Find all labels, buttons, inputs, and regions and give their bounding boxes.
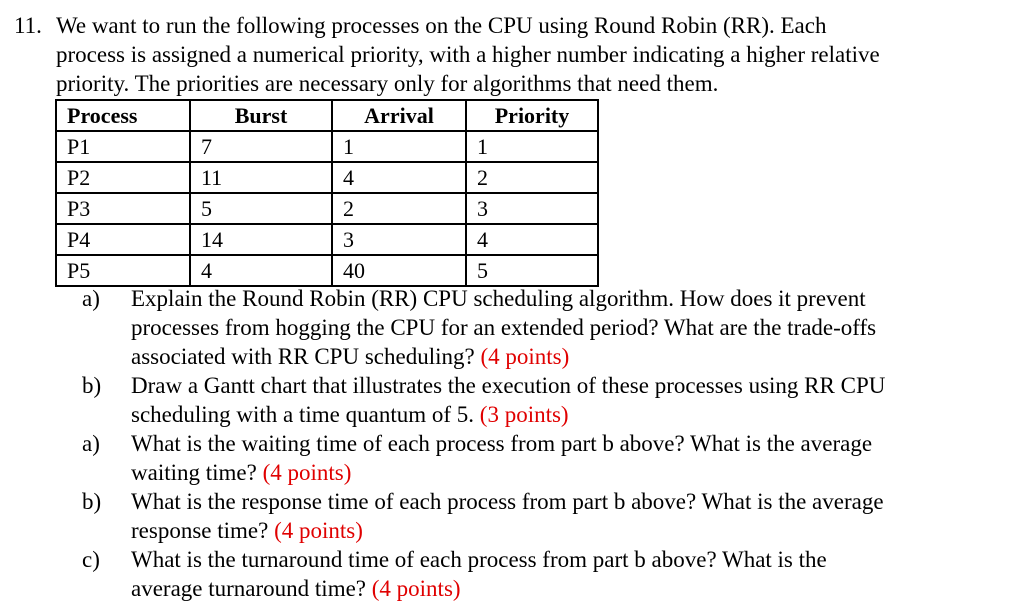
cell-priority: 4 (466, 224, 598, 255)
cell-arrival: 40 (332, 255, 466, 286)
part-item (82, 487, 982, 545)
table-row (56, 224, 598, 255)
part-item (82, 284, 982, 371)
part-line-text: associated with RR CPU scheduling? (131, 344, 475, 369)
column-header-burst: Burst (190, 100, 332, 131)
cell-process: P4 (56, 224, 190, 255)
table-row (56, 131, 598, 162)
part-item (82, 371, 982, 429)
part-line (131, 458, 872, 487)
part-line: What is the response time of each process from part b above? What is the average (131, 489, 884, 514)
column-header-arrival: Arrival (332, 100, 466, 131)
question-header (14, 11, 1004, 98)
part-label: c) (82, 547, 100, 572)
cell-process: P2 (56, 162, 190, 193)
part-label: a) (82, 431, 100, 456)
table-header-row (56, 100, 598, 131)
cell-burst: 14 (190, 224, 332, 255)
part-line (131, 574, 827, 603)
cell-process: P1 (56, 131, 190, 162)
part-text (131, 487, 884, 545)
part-label: b) (82, 373, 102, 398)
question-line: priority. The priorities are necessary only for algorithms that need them. (56, 71, 719, 96)
part-item (82, 429, 982, 487)
cell-arrival: 1 (332, 131, 466, 162)
cell-priority: 2 (466, 162, 598, 193)
part-line: Draw a Gantt chart that illustrates the execution of these processes using RR CPU (131, 373, 886, 398)
cell-priority: 5 (466, 255, 598, 286)
question-text (56, 11, 1004, 98)
cell-burst: 7 (190, 131, 332, 162)
part-text (131, 429, 872, 487)
cell-burst: 11 (190, 162, 332, 193)
part-item (82, 545, 982, 603)
part-text (131, 371, 885, 429)
part-line: Explain the Round Robin (RR) CPU scheduling algorithm. How does it prevent (131, 286, 866, 311)
cell-process: P3 (56, 193, 190, 224)
cell-arrival: 2 (332, 193, 466, 224)
points-label: (4 points) (262, 460, 352, 485)
cell-priority: 3 (466, 193, 598, 224)
question-line: process is assigned a numerical priority, with a higher number indicating a higher relative (56, 42, 880, 67)
part-line (131, 516, 884, 545)
part-line-text: scheduling with a time quantum of 5. (131, 402, 475, 427)
question-number: 11. (14, 13, 42, 38)
part-label: b) (82, 489, 102, 514)
part-line (131, 342, 876, 371)
part-line-text: response time? (131, 518, 269, 543)
question-11 (14, 11, 1004, 98)
points-label: (4 points) (480, 344, 570, 369)
cell-burst: 4 (190, 255, 332, 286)
part-text (131, 284, 876, 371)
part-line (131, 400, 885, 429)
process-table (55, 99, 599, 287)
column-header-process: Process (56, 100, 190, 131)
cell-arrival: 3 (332, 224, 466, 255)
part-line: processes from hogging the CPU for an extended period? What are the trade-offs (131, 315, 877, 340)
part-line: What is the turnaround time of each process from part b above? What is the (131, 547, 827, 572)
cell-priority: 1 (466, 131, 598, 162)
table-row (56, 193, 598, 224)
question-line: We want to run the following processes on the CPU using Round Robin (RR). Each (56, 13, 827, 38)
cell-burst: 5 (190, 193, 332, 224)
part-line-text: waiting time? (131, 460, 257, 485)
part-text (131, 545, 827, 603)
question-parts (82, 284, 982, 603)
table-row (56, 162, 598, 193)
table-row (56, 255, 598, 286)
cell-arrival: 4 (332, 162, 466, 193)
points-label: (4 points) (274, 518, 363, 543)
part-line-text: average turnaround time? (131, 576, 366, 601)
column-header-priority: Priority (466, 100, 598, 131)
points-label: (4 points) (371, 576, 461, 601)
cell-process: P5 (56, 255, 190, 286)
part-line: What is the waiting time of each process from part b above? What is the average (131, 431, 873, 456)
part-label: a) (82, 286, 100, 311)
points-label: (3 points) (479, 402, 569, 427)
